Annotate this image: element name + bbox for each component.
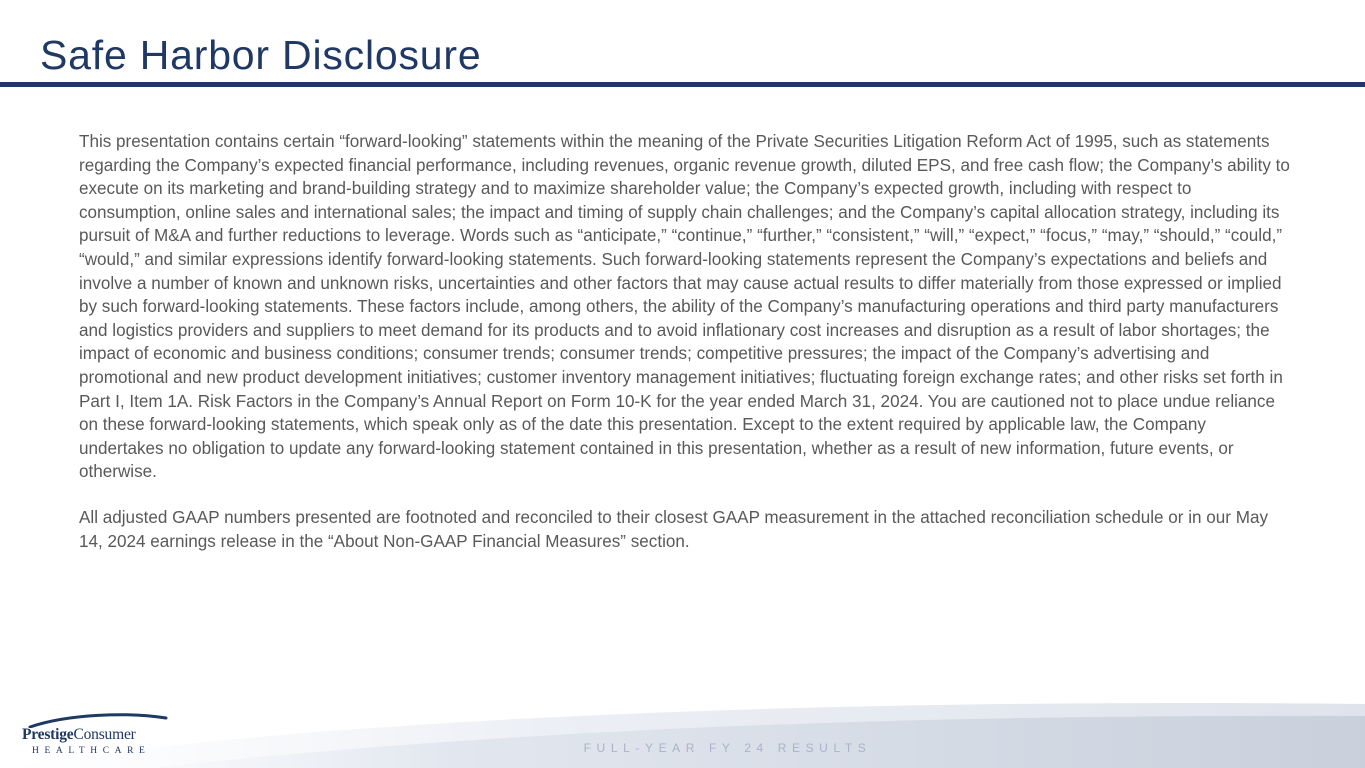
footer-label: FULL-YEAR FY 24 RESULTS [583,741,872,755]
footer-swoosh-graphic [0,690,1365,768]
logo-subtitle: HEALTHCARE [32,746,151,756]
disclosure-body [79,130,1294,553]
logo-brand-first: Prestige [22,726,74,743]
disclosure-paragraph-forward-looking: This presentation contains certain “forward-looking” statements within the meaning of the Private Securities Litigation Reform Act of 1995, such as statements regarding the Company’s expected financial performance, including revenues, organic revenue growth, diluted EPS, and free cash flow; the Company’s ability to execute on its marketing and brand-building strategy and to maximize shareholder value; the Company’s expected growth, including with respect to consumption, online sales and international sales; the impact and timing of supply chain challenges; and the Company’s capital allocation strategy, including its pursuit of M&A and further reductions to leverage. Words such as “anticipate,” “continue,” “further,” “consistent,” “will,” “expect,” “focus,” “may,” “should,” “could,” “would,” and similar expressions identify forward-looking statements. Such forward-looking statements represent the Company’s expectations and beliefs and involve a number of known and unknown risks, uncertainties and other factors that may cause actual results to differ materially from those expressed or implied by such forward-looking statements. These factors include, among others, the ability of the Company’s manufacturing operations and third party manufacturers and logistics providers and suppliers to meet demand for its products and to avoid inflationary cost increases and disruption as a result of labor shortages; the impact of economic and business conditions; consumer trends; consumer trends; competitive pressures; the impact of the Company’s advertising and promotional and new product development initiatives; customer inventory management initiatives; fluctuating foreign exchange rates; and other risks set forth in Part I, Item 1A. Risk Factors in the Company’s Annual Report on Form 10-K for the year ended March 31, 2024. You are cautioned not to place undue reliance on these forward-looking statements, which speak only as of the date this presentation. Except to the extent required by applicable law, the Company undertakes no obligation to update any forward-looking statement contained in this presentation, whether as a result of new information, future events, or otherwise. [79,132,1290,482]
slide-title: Safe Harbor Disclosure [40,32,482,78]
title-divider [0,82,1365,87]
logo-brand-second: Consumer [73,726,136,743]
disclosure-paragraph-gaap: All adjusted GAAP numbers presented are footnoted and reconciled to their closest GAAP measurement in the attached reconciliation schedule or in our May 14, 2024 earnings release in the “About Non-GAAP Financial Measures” section. [79,507,1269,551]
